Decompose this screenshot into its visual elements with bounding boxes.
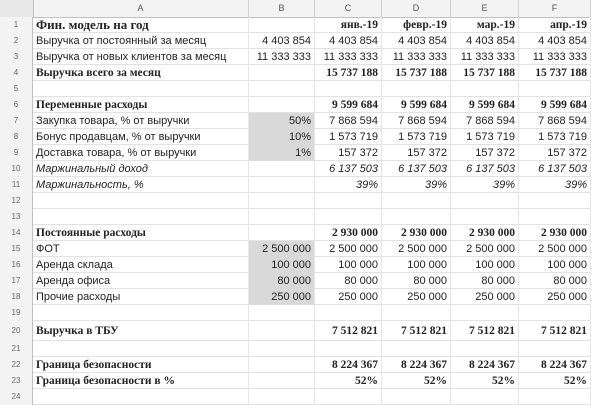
table-row — [0, 33, 591, 49]
cell-c[interactable] — [315, 305, 382, 321]
cell-f[interactable]: 1 573 719 — [519, 129, 591, 145]
cell-a[interactable]: Выручка в ТБУ — [33, 321, 249, 341]
cell-b[interactable] — [249, 373, 315, 389]
cell-d[interactable] — [382, 389, 451, 405]
cell-a[interactable]: Фин. модель на год — [33, 17, 249, 33]
row-header[interactable]: 5 — [0, 81, 33, 97]
cell-b[interactable] — [249, 177, 315, 193]
row-header[interactable]: 23 — [0, 373, 33, 389]
cell-e[interactable]: 52% — [451, 373, 519, 389]
column-header-a[interactable]: A — [33, 0, 249, 17]
cell-f[interactable]: 100 000 — [519, 257, 591, 273]
cell-d[interactable]: 39% — [382, 177, 451, 193]
cell-b[interactable]: 2 500 000 — [249, 241, 315, 257]
column-header-b[interactable]: B — [249, 0, 315, 17]
cell-d[interactable]: 8 224 367 — [382, 357, 451, 373]
cell-f[interactable] — [519, 81, 591, 97]
table-row — [0, 321, 591, 341]
cell-e[interactable]: 100 000 — [451, 257, 519, 273]
cell-e[interactable] — [451, 305, 519, 321]
row-header[interactable]: 17 — [0, 273, 33, 289]
table-row — [0, 65, 591, 81]
table-row — [0, 161, 591, 177]
cell-f[interactable]: 4 403 854 — [519, 33, 591, 49]
cell-a[interactable] — [33, 389, 249, 405]
cell-f[interactable]: 157 372 — [519, 145, 591, 161]
cell-e[interactable]: 7 868 594 — [451, 113, 519, 129]
cell-b[interactable] — [249, 341, 315, 357]
cell-c[interactable] — [315, 209, 382, 225]
cell-d[interactable]: 250 000 — [382, 289, 451, 305]
cell-d[interactable]: 11 333 333 — [382, 49, 451, 65]
cell-d[interactable]: 2 930 000 — [382, 225, 451, 241]
cell-a[interactable] — [33, 81, 249, 97]
cell-b[interactable] — [249, 65, 315, 81]
row-header[interactable]: 15 — [0, 241, 33, 257]
table-row — [0, 241, 591, 257]
cell-b[interactable]: 80 000 — [249, 273, 315, 289]
cell-d[interactable]: 7 512 821 — [382, 321, 451, 341]
cell-f[interactable]: 8 224 367 — [519, 357, 591, 373]
cell-a[interactable] — [33, 209, 249, 225]
table-row — [0, 81, 591, 97]
cell-a[interactable]: Выручка от постоянный за месяц — [33, 33, 249, 49]
cell-c[interactable]: 52% — [315, 373, 382, 389]
column-header-d[interactable]: D — [382, 0, 451, 17]
cell-c[interactable] — [315, 193, 382, 209]
cell-f[interactable]: 9 599 684 — [519, 97, 591, 113]
cell-e[interactable]: 157 372 — [451, 145, 519, 161]
cell-f[interactable]: 39% — [519, 177, 591, 193]
cell-a[interactable]: Бонус продавцам, % от выручки — [33, 129, 249, 145]
cell-d[interactable]: 52% — [382, 373, 451, 389]
row-header[interactable]: 6 — [0, 97, 33, 113]
select-all-corner[interactable] — [0, 0, 34, 17]
cell-e[interactable]: 2 500 000 — [451, 241, 519, 257]
table-row — [0, 49, 591, 65]
cell-e[interactable]: 15 737 188 — [451, 65, 519, 81]
cell-a[interactable]: Маржинальность, % — [33, 177, 249, 193]
cell-b[interactable]: 4 403 854 — [249, 33, 315, 49]
table-row — [0, 113, 591, 129]
cell-a[interactable]: Граница безопасности — [33, 357, 249, 373]
cell-f[interactable] — [519, 305, 591, 321]
cell-a[interactable]: Граница безопасности в % — [33, 373, 249, 389]
cell-f[interactable]: 52% — [519, 373, 591, 389]
row-header[interactable]: 4 — [0, 65, 33, 81]
cell-f[interactable]: 15 737 188 — [519, 65, 591, 81]
cell-e[interactable] — [451, 209, 519, 225]
table-row — [0, 193, 591, 209]
cell-c[interactable]: 80 000 — [315, 273, 382, 289]
cell-b[interactable]: 10% — [249, 129, 315, 145]
cell-d[interactable]: 4 403 854 — [382, 33, 451, 49]
row-header[interactable]: 21 — [0, 341, 33, 357]
cell-f[interactable]: 80 000 — [519, 273, 591, 289]
cell-a[interactable]: Маржинальный доход — [33, 161, 249, 177]
cell-a[interactable]: Аренда офиса — [33, 273, 249, 289]
row-header[interactable]: 12 — [0, 193, 33, 209]
cell-f[interactable]: 7 512 821 — [519, 321, 591, 341]
cell-b[interactable] — [249, 321, 315, 341]
table-row — [0, 177, 591, 193]
row-header[interactable]: 20 — [0, 321, 33, 341]
cell-d[interactable] — [382, 305, 451, 321]
cell-d[interactable]: февр.-19 — [382, 17, 451, 33]
cell-a[interactable]: Доставка товара, % от выручки — [33, 145, 249, 161]
cell-f[interactable] — [519, 209, 591, 225]
cell-c[interactable]: 39% — [315, 177, 382, 193]
cell-a[interactable]: Аренда склада — [33, 257, 249, 273]
row-header[interactable]: 1 — [0, 17, 33, 33]
row-header[interactable]: 13 — [0, 209, 33, 225]
cell-c[interactable]: 7 512 821 — [315, 321, 382, 341]
row-header[interactable]: 19 — [0, 305, 33, 321]
cell-f[interactable]: апр.-19 — [519, 17, 591, 33]
cell-f[interactable] — [519, 341, 591, 357]
cell-b[interactable] — [249, 97, 315, 113]
table-row — [0, 145, 591, 161]
table-row — [0, 341, 591, 357]
cell-b[interactable] — [249, 161, 315, 177]
cell-f[interactable] — [519, 389, 591, 405]
cell-a[interactable]: ФОТ — [33, 241, 249, 257]
cell-e[interactable]: 80 000 — [451, 273, 519, 289]
cell-f[interactable]: 11 333 333 — [519, 49, 591, 65]
cell-c[interactable]: 7 868 594 — [315, 113, 382, 129]
cell-e[interactable] — [451, 193, 519, 209]
cell-e[interactable] — [451, 389, 519, 405]
table-row — [0, 357, 591, 373]
cell-c[interactable]: 9 599 684 — [315, 97, 382, 113]
cell-a[interactable]: Переменные расходы — [33, 97, 249, 113]
cell-e[interactable]: 1 573 719 — [451, 129, 519, 145]
cell-c[interactable]: янв.-19 — [315, 17, 382, 33]
row-header[interactable]: 24 — [0, 389, 33, 405]
cell-c[interactable] — [315, 341, 382, 357]
table-row — [0, 305, 591, 321]
column-header-row — [0, 0, 591, 18]
row-header[interactable]: 14 — [0, 225, 33, 241]
table-row — [0, 373, 591, 389]
cell-e[interactable]: 6 137 503 — [451, 161, 519, 177]
table-row — [0, 257, 591, 273]
row-header[interactable]: 8 — [0, 129, 33, 145]
cell-e[interactable]: 2 930 000 — [451, 225, 519, 241]
cell-b[interactable]: 50% — [249, 113, 315, 129]
cell-b[interactable] — [249, 17, 315, 33]
cell-f[interactable]: 2 500 000 — [519, 241, 591, 257]
cell-f[interactable]: 250 000 — [519, 289, 591, 305]
cell-d[interactable] — [382, 209, 451, 225]
cell-e[interactable]: 7 512 821 — [451, 321, 519, 341]
cell-e[interactable] — [451, 341, 519, 357]
cell-d[interactable] — [382, 81, 451, 97]
cell-c[interactable]: 100 000 — [315, 257, 382, 273]
cell-a[interactable]: Закупка товара, % от выручки — [33, 113, 249, 129]
cell-b[interactable] — [249, 193, 315, 209]
cell-d[interactable] — [382, 193, 451, 209]
cell-b[interactable] — [249, 389, 315, 405]
cell-d[interactable]: 7 868 594 — [382, 113, 451, 129]
table-row — [0, 225, 591, 241]
row-header[interactable]: 3 — [0, 49, 33, 65]
cell-d[interactable]: 1 573 719 — [382, 129, 451, 145]
cell-f[interactable]: 2 930 000 — [519, 225, 591, 241]
cell-a[interactable]: Выручка от новых клиентов за месяц — [33, 49, 249, 65]
cell-c[interactable]: 15 737 188 — [315, 65, 382, 81]
row-header[interactable]: 9 — [0, 145, 33, 161]
table-row — [0, 389, 591, 405]
cell-c[interactable]: 2 500 000 — [315, 241, 382, 257]
cell-d[interactable]: 15 737 188 — [382, 65, 451, 81]
table-row — [0, 289, 591, 305]
cell-c[interactable]: 4 403 854 — [315, 33, 382, 49]
cell-a[interactable]: Прочие расходы — [33, 289, 249, 305]
column-header-e[interactable]: E — [451, 0, 519, 17]
cell-b[interactable]: 250 000 — [249, 289, 315, 305]
cell-c[interactable]: 2 930 000 — [315, 225, 382, 241]
row-header[interactable]: 16 — [0, 257, 33, 273]
row-header[interactable]: 18 — [0, 289, 33, 305]
cell-c[interactable] — [315, 81, 382, 97]
cell-c[interactable]: 6 137 503 — [315, 161, 382, 177]
cell-d[interactable]: 157 372 — [382, 145, 451, 161]
cell-e[interactable]: 9 599 684 — [451, 97, 519, 113]
row-header[interactable]: 10 — [0, 161, 33, 177]
row-header[interactable]: 7 — [0, 113, 33, 129]
cell-c[interactable]: 250 000 — [315, 289, 382, 305]
cell-f[interactable]: 6 137 503 — [519, 161, 591, 177]
cell-b[interactable] — [249, 357, 315, 373]
cell-d[interactable] — [382, 341, 451, 357]
cell-e[interactable]: 8 224 367 — [451, 357, 519, 373]
cell-e[interactable]: 39% — [451, 177, 519, 193]
cell-d[interactable]: 80 000 — [382, 273, 451, 289]
column-header-c[interactable]: C — [315, 0, 382, 17]
cell-a[interactable] — [33, 193, 249, 209]
cell-b[interactable]: 100 000 — [249, 257, 315, 273]
table-row — [0, 129, 591, 145]
cell-a[interactable] — [33, 341, 249, 357]
cell-a[interactable]: Постоянные расходы — [33, 225, 249, 241]
cell-d[interactable]: 9 599 684 — [382, 97, 451, 113]
cell-b[interactable]: 11 333 333 — [249, 49, 315, 65]
cell-c[interactable]: 157 372 — [315, 145, 382, 161]
cell-e[interactable]: мар.-19 — [451, 17, 519, 33]
cell-b[interactable] — [249, 209, 315, 225]
table-row — [0, 209, 591, 225]
table-row — [0, 273, 591, 289]
cell-f[interactable] — [519, 193, 591, 209]
cell-e[interactable]: 250 000 — [451, 289, 519, 305]
cell-c[interactable]: 1 573 719 — [315, 129, 382, 145]
cell-c[interactable]: 11 333 333 — [315, 49, 382, 65]
cell-d[interactable]: 6 137 503 — [382, 161, 451, 177]
row-header[interactable]: 2 — [0, 33, 33, 49]
cell-d[interactable]: 2 500 000 — [382, 241, 451, 257]
table-row — [0, 17, 591, 33]
column-header-f[interactable]: F — [519, 0, 591, 17]
row-header[interactable]: 22 — [0, 357, 33, 373]
cell-e[interactable] — [451, 81, 519, 97]
cell-d[interactable]: 100 000 — [382, 257, 451, 273]
cell-b[interactable] — [249, 225, 315, 241]
cell-a[interactable]: Выручка всего за месяц — [33, 65, 249, 81]
row-header[interactable]: 11 — [0, 177, 33, 193]
cell-b[interactable] — [249, 305, 315, 321]
cell-c[interactable]: 8 224 367 — [315, 357, 382, 373]
cell-b[interactable] — [249, 81, 315, 97]
cell-f[interactable]: 7 868 594 — [519, 113, 591, 129]
cell-e[interactable]: 4 403 854 — [451, 33, 519, 49]
cell-c[interactable] — [315, 389, 382, 405]
table-row — [0, 97, 591, 113]
cell-a[interactable] — [33, 305, 249, 321]
cell-e[interactable]: 11 333 333 — [451, 49, 519, 65]
cell-b[interactable]: 1% — [249, 145, 315, 161]
